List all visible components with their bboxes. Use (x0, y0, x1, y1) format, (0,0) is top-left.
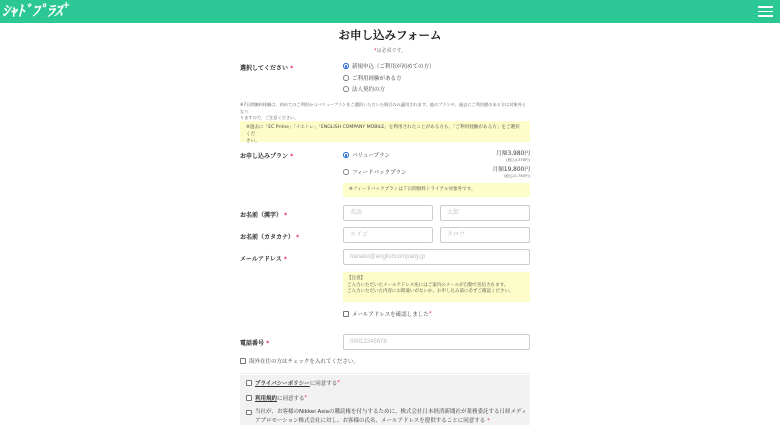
radio-unchecked-icon (343, 75, 349, 81)
overseas-checkbox[interactable]: 海外在住の方はチェックを入れてください。 (240, 357, 359, 365)
email-confirm-checkbox[interactable]: メールアドレスを確認しました * (343, 310, 431, 318)
radio-returning-user[interactable]: ご利用経験がある方 (343, 74, 402, 82)
privacy-policy-link[interactable]: プライバシーポリシー (255, 381, 310, 387)
feedback-plan-price: 月額19,800円 (税込21,780円) (492, 167, 530, 178)
site-logo[interactable] (2, 1, 70, 21)
divider (240, 373, 530, 374)
email-input[interactable]: hanako@englishcompany.jp (343, 249, 530, 265)
phone-input[interactable]: 09012345678 (343, 334, 530, 350)
nikkei-consent-checkbox[interactable]: 当社が、お客様のNikkei Asiaの購読権を付与するために、株式会社日本経済新聞社が業務委託する日経メディ アプロモーション株式会社に対し、お客様の氏名、メールアドレスを提供することに同意する * (246, 408, 527, 425)
radio-feedback-plan[interactable]: フィードバックプラン (343, 168, 406, 176)
hamburger-icon[interactable] (758, 6, 773, 17)
plan-label: お申し込みプラン * (240, 153, 294, 160)
first-name-kana-input[interactable]: タロウ (440, 227, 530, 243)
select-label: 選択してください * (240, 65, 294, 72)
terms-link[interactable]: 利用規約 (255, 396, 278, 402)
phone-label: 電話番号 * (240, 340, 270, 347)
last-name-kana-input[interactable]: エイゴ (343, 227, 433, 243)
past-user-note: ※過去に「EC Prime」「イエトレ」「ENGLISH COMPANY MOBILE」を利用されたことがある方も、「ご利用経験がある方」をご選択くだ さい。 (240, 121, 530, 142)
radio-new-user[interactable]: 新規申込（ご利用が初めての方） (343, 62, 435, 70)
email-caution: 【注意】 ご入力いただいたメールアドレス宛にはご案内のメールが自動で送信されます。 ご入力いただいた内容にお間違いがないか、お申し込み前に必ずご確認ください。 (343, 272, 530, 302)
radio-value-plan[interactable]: バリュープラン (343, 151, 390, 159)
radio-checked-icon (343, 63, 349, 69)
page-title: お申し込みフォーム (338, 28, 442, 42)
logo-plus: + (62, 0, 71, 11)
name-kanji-label: お名前（漢字） * (240, 212, 288, 219)
checkbox-icon (343, 311, 349, 317)
checkbox-icon (240, 358, 246, 364)
privacy-checkbox[interactable]: プライバシーポリシー に同意する * (246, 379, 340, 387)
checkbox-icon (246, 395, 252, 401)
email-label: メールアドレス * (240, 256, 287, 263)
value-plan-price: 月額3,980円 (税込4,378円) (496, 151, 530, 162)
feedback-plan-note: ※フィードバックプランは７日間無料トライアル対象外です。 (343, 183, 530, 197)
radio-unchecked-icon (343, 169, 349, 175)
terms-checkbox[interactable]: 利用規約 に同意する * (246, 394, 307, 402)
radio-checked-icon (343, 152, 349, 158)
top-header (0, 0, 780, 23)
logo-text: ｼｬﾄﾞﾌﾟﾗｽ (2, 2, 63, 20)
trial-note: ※7日間無料体験は、初めてのご利用かつバリュープランをご選択いただいた場合のみ適用されます。他のプランや、過去にご利用歴のある方は対象外となり りますので、ご注意ください。 (240, 102, 526, 120)
last-name-kanji-input[interactable]: 英語 (343, 205, 433, 221)
checkbox-icon (246, 410, 252, 416)
name-kana-label: お名前（カタカナ） * (240, 234, 300, 241)
first-name-kanji-input[interactable]: 太郎 (440, 205, 530, 221)
radio-corporate[interactable]: 法人契約の方 (343, 85, 385, 93)
required-note: *は必須です。 (373, 48, 407, 54)
checkbox-icon (246, 380, 252, 386)
radio-unchecked-icon (343, 86, 349, 92)
